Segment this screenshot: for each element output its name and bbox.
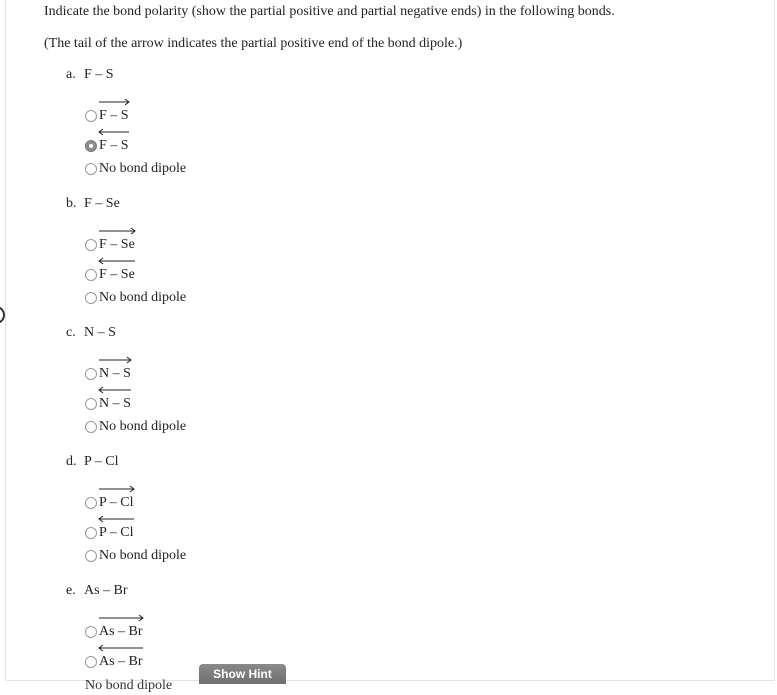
show-hint-button[interactable]: Show Hint [199,664,286,684]
dipole-arrow-left-icon [99,387,131,393]
radio-unchecked-icon[interactable] [85,110,97,122]
option-radio[interactable] [85,623,143,641]
option-radio[interactable] [85,418,186,436]
option-bond-label: F – S [99,107,129,125]
question-bond: F – Se [84,196,120,211]
dipole-arrow-left-icon [99,516,134,522]
question-letter: d. [66,454,77,469]
question-title [66,67,114,83]
question-bond: F – S [84,67,114,82]
dipole-arrow-right-icon [99,357,131,363]
dipole-arrow-left-icon [99,129,129,135]
option-radio[interactable] [85,236,135,254]
option-label: No bond dipole [99,548,187,563]
question-letter: b. [66,196,77,211]
radio-unchecked-icon[interactable] [85,292,97,304]
option-radio[interactable] [85,524,134,542]
option-bond-label: As – Br [99,653,143,671]
question-letter: e. [66,583,76,598]
radio-unchecked-icon[interactable] [85,626,97,638]
radio-unchecked-icon[interactable] [85,239,97,251]
question-title [66,325,116,341]
option-bond-label: N – S [99,395,131,413]
option-radio[interactable] [85,494,134,512]
radio-checked-icon[interactable] [85,140,97,152]
instructions-line-1: Indicate the bond polarity (show the partial positive and partial negative ends) in the following bonds. [44,4,615,19]
question-title [66,196,120,212]
option-bond-label: F – Se [99,266,135,284]
radio-unchecked-icon[interactable] [85,656,97,668]
radio-unchecked-icon[interactable] [85,368,97,380]
radio-unchecked-icon[interactable] [85,527,97,539]
radio-unchecked-icon[interactable] [85,163,97,175]
question-title [66,583,128,599]
option-label: No bond dipole [99,290,187,305]
option-bond-label: P – Cl [99,494,134,512]
dipole-arrow-left-icon [99,258,135,264]
option-radio[interactable] [85,365,131,383]
radio-unchecked-icon[interactable] [85,398,97,410]
radio-unchecked-icon[interactable] [85,550,97,562]
option-radio[interactable] [85,395,131,413]
dipole-arrow-right-icon [99,99,129,105]
question-bond: N – S [84,325,116,340]
option-radio[interactable] [85,160,186,178]
dipole-arrow-left-icon [99,645,143,651]
radio-unchecked-icon[interactable] [85,497,97,509]
option-bond-label: N – S [99,365,131,383]
question-bond: As – Br [84,583,128,598]
dipole-arrow-right-icon [99,228,135,234]
radio-unchecked-icon[interactable] [85,421,97,433]
option-label: No bond dipole [99,161,187,176]
option-bond-label: F – S [99,137,129,155]
question-letter: a. [66,67,76,82]
question-letter: c. [66,325,76,340]
option-bond-label: P – Cl [99,524,134,542]
option-radio[interactable] [85,547,186,565]
option-radio[interactable] [85,266,135,284]
option-radio[interactable] [85,653,143,671]
option-bond-label: As – Br [99,623,143,641]
option-bond-label: F – Se [99,236,135,254]
radio-unchecked-icon[interactable] [85,269,97,281]
dipole-arrow-right-icon [99,486,134,492]
option-label: No bond dipole [99,419,187,434]
option-radio[interactable] [85,137,129,155]
option-radio[interactable] [85,107,129,125]
option-radio-partial[interactable]: No bond dipole [85,678,173,693]
dipole-arrow-right-icon [99,615,143,621]
question-bond: P – Cl [84,454,119,469]
instructions-line-2: (The tail of the arrow indicates the partial positive end of the bond dipole.) [44,36,463,51]
option-radio[interactable] [85,289,186,307]
question-title [66,454,119,470]
